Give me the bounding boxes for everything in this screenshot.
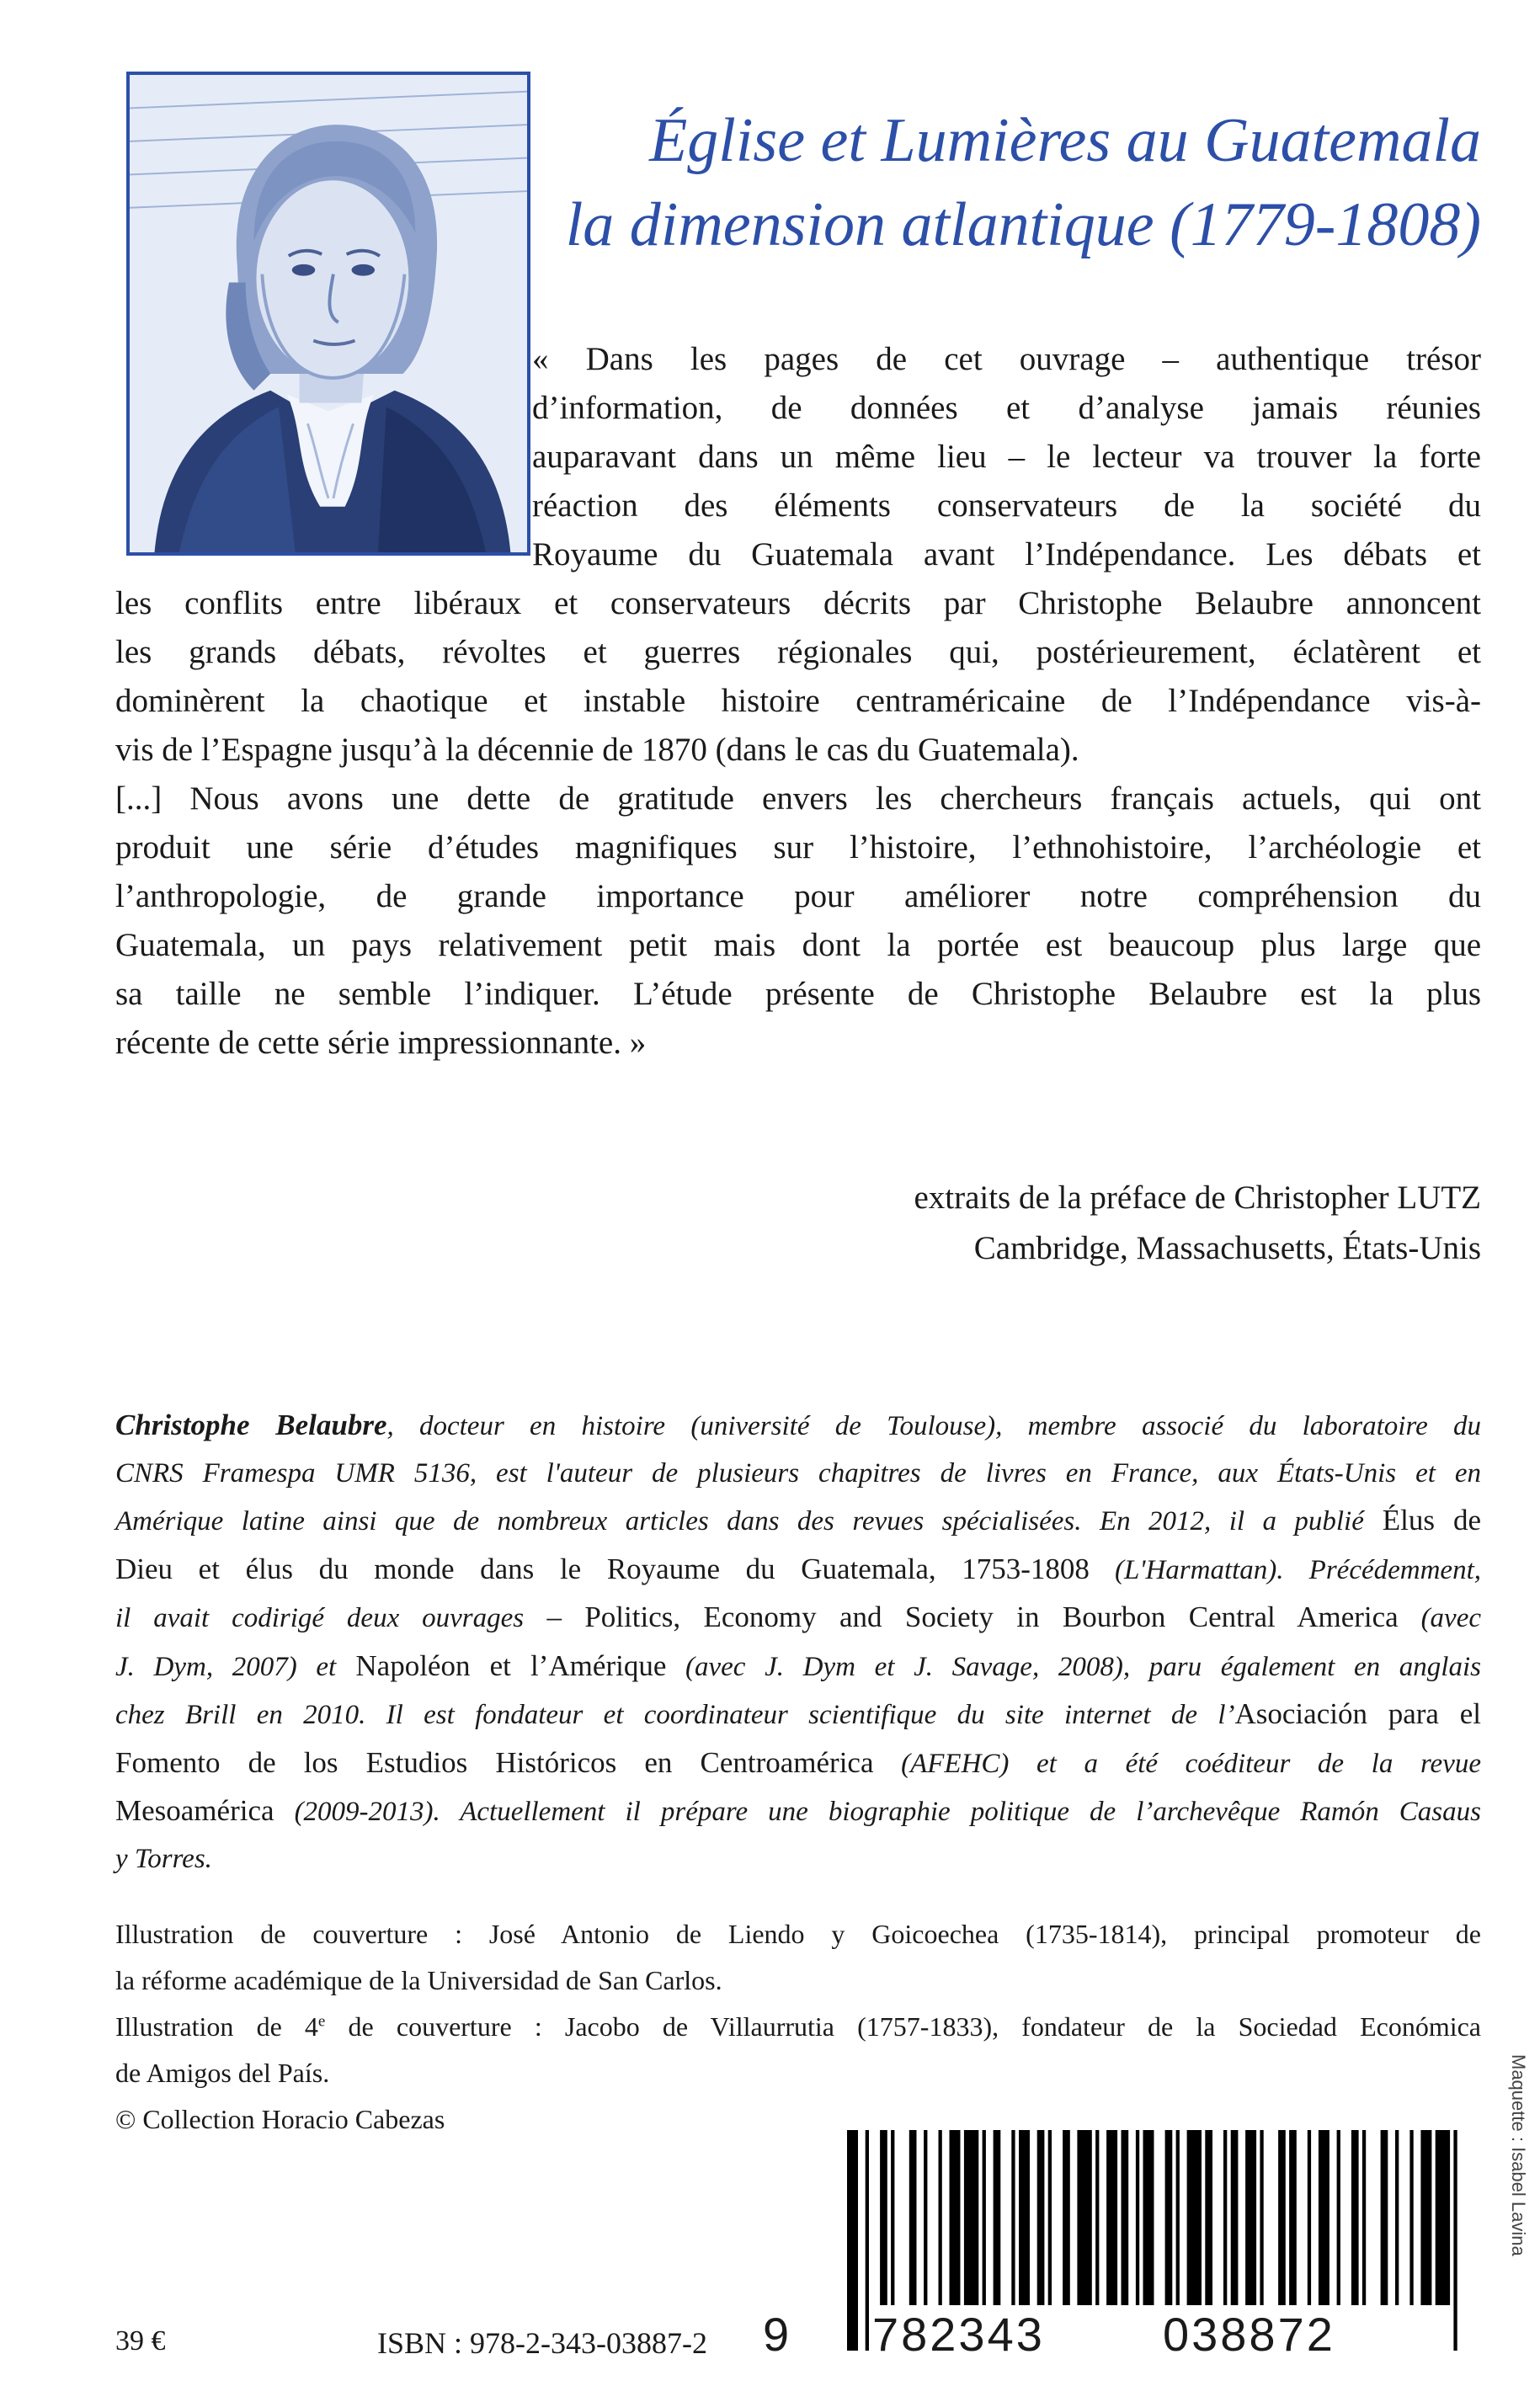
barcode-bar (1063, 2130, 1070, 2305)
barcode-bar (983, 2130, 986, 2305)
credit-line: Illustration de couverture : José Antonio de Liendo y Goicoechea (1735-1814), principal promoteur de (115, 1919, 1481, 1949)
barcode-bar (1122, 2130, 1129, 2305)
bio-text: (avec J. Dym et J. Savage, 2008), paru également en anglais (666, 1651, 1481, 1682)
barcode-bar (1351, 2130, 1359, 2305)
bio-book-title: Dieu et élus du monde dans le Royaume du Guatemala, 1753-1808 (115, 1552, 1090, 1585)
quote-line: vis de l’Espagne jusqu’à la décennie de 1870 (dans le cas du Guatemala). (115, 732, 1079, 768)
barcode-bar (1409, 2130, 1413, 2305)
bio-line (115, 1546, 1481, 1595)
quote-line: l’anthropologie, de grande importance pour améliorer notre compréhension du (115, 878, 1481, 914)
bio-text: , docteur en histoire (université de Toulouse), membre associé du laboratoire du (386, 1411, 1481, 1441)
barcode-bar (1436, 2130, 1450, 2305)
isbn: ISBN : 978-2-343-03887-2 (377, 2326, 707, 2360)
credit-text: Illustration de 4 (115, 2011, 318, 2042)
bio-line (115, 1787, 1481, 1836)
quote-line: sa taille ne semble l’indiquer. L’étude présente de Christophe Belaubre est la plus (115, 976, 1481, 1012)
barcode-bar (1308, 2130, 1311, 2305)
barcode-first-digit: 9 (763, 2308, 792, 2361)
barcode-bar (1011, 2130, 1015, 2305)
illustration-credits (115, 1911, 1481, 2143)
portrait-engraving (130, 75, 527, 552)
bio-line (115, 1497, 1481, 1546)
barcode-bar (1231, 2130, 1239, 2305)
bio-text: (avec (1398, 1603, 1481, 1633)
quote-line: [...] Nous avons une dette de gratitude envers les chercheurs français actuels, qui ont (115, 780, 1481, 817)
bio-line: CNRS Framespa UMR 5136, est l'auteur de plusieurs chapitres de livres en France, aux États-Unis et en (115, 1457, 1481, 1489)
bio-book-title: Élus de (1363, 1504, 1481, 1537)
quote-attribution: extraits de la préface de Christopher LUTZ (914, 1180, 1481, 1216)
barcode-bar (939, 2130, 942, 2305)
credit-line: la réforme académique de la Universidad de San Carlos. (115, 1965, 722, 1995)
barcode-bar (1453, 2130, 1457, 2351)
bio-text: il avait codirigé deux ouvrages (115, 1603, 525, 1633)
barcode-bar (1077, 2130, 1091, 2305)
quote-line: récente de cette série impressionnante. » (115, 1025, 647, 1061)
quote-line: Guatemala, un pays relativement petit mais dont la portée est beaucoup plus large que (115, 927, 1481, 963)
quote-line: Royaume du Guatemala avant l’Indépendance. Les débats et (532, 536, 1481, 573)
quote-attribution-place: Cambridge, Massachusetts, États-Unis (973, 1230, 1481, 1266)
credit-superscript: e (317, 2012, 326, 2031)
barcode-bar (1048, 2130, 1052, 2305)
bio-line (115, 1691, 1481, 1739)
layout-credit: Maquette : Isabel Lavina (1508, 2054, 1529, 2256)
quote-line: produit une série d’études magnifiques sur l’histoire, l’ethnohistoire, l’archéologie et (115, 829, 1481, 865)
barcode-group-left: 782343 (872, 2308, 1045, 2361)
barcode-bar (909, 2130, 917, 2305)
barcode-bar (1176, 2130, 1180, 2305)
barcode-bar (866, 2130, 869, 2351)
barcode-bar (1187, 2130, 1202, 2305)
barcode-bar (1019, 2130, 1030, 2305)
bio-line (115, 1739, 1481, 1788)
bio-text: chez Brill en 2010. Il est fondateur et coordinateur scientifique du site internet de l’ (115, 1700, 1235, 1730)
barcode-bar (1420, 2130, 1431, 2305)
preface-quote-top (532, 335, 1481, 579)
bio-book-title: Asociación para el (1234, 1697, 1482, 1730)
barcode-bar (880, 2130, 887, 2305)
bio-line: y Torres. (115, 1843, 212, 1874)
barcode (763, 2130, 1467, 2351)
barcode-bar (847, 2130, 858, 2351)
barcode-bar (1260, 2130, 1263, 2305)
quote-line: auparavant dans un même lieu – le lecteur va trouver la forte (532, 439, 1481, 475)
barcode-bar (1245, 2130, 1256, 2305)
quote-line: les conflits entre libéraux et conservateurs décrits par Christophe Belaubre annoncent (115, 585, 1481, 621)
quote-line: d’information, de données et d’analyse jamais réunies (532, 390, 1481, 426)
barcode-bar (1037, 2130, 1045, 2305)
barcode-bar (1223, 2130, 1227, 2305)
barcode-bars (763, 2130, 1467, 2351)
barcode-bar (891, 2130, 894, 2305)
barcode-bar (1362, 2130, 1366, 2305)
bio-book-title: – Politics, Economy and Society in Bourbon Central America (524, 1600, 1399, 1633)
barcode-bar (994, 2130, 1001, 2305)
barcode-group-right: 038872 (1163, 2308, 1335, 2361)
bio-text: (L'Harmattan). Précédemment, (1089, 1554, 1481, 1585)
barcode-bar (964, 2130, 978, 2305)
barcode-bar (1165, 2130, 1173, 2305)
barcode-bar (1205, 2130, 1212, 2305)
quote-line: les grands débats, révoltes et guerres régionales qui, postérieurement, éclatèrent et (115, 634, 1481, 670)
bio-line (115, 1402, 1481, 1451)
bio-line (115, 1594, 1481, 1643)
credit-text: de couverture : Jacobo de Villaurrutia (1757-1833), fondateur de la Sociedad Económica (325, 2011, 1481, 2042)
price: 39 € (115, 2325, 166, 2357)
quote-line: réaction des éléments conservateurs de la société du (532, 487, 1481, 524)
barcode-bar (1395, 2130, 1399, 2305)
barcode-bar (950, 2130, 961, 2305)
book-title: Église et Lumières au Guatemala (649, 106, 1481, 175)
author-bio (115, 1402, 1481, 1883)
barcode-bar (1319, 2130, 1330, 2305)
quote-line: dominèrent la chaotique et instable histoire centraméricaine de l’Indépendance vis-à- (115, 683, 1481, 719)
barcode-bar (1136, 2130, 1139, 2305)
bio-text: (2009-2013). Actuellement il prépare une biographie politique de l’archevêque Ramón Casaus (274, 1797, 1481, 1827)
barcode-bar (1337, 2130, 1340, 2305)
bio-line (115, 1643, 1481, 1691)
barcode-bar (1143, 2130, 1154, 2305)
credit-line (115, 2004, 1481, 2050)
preface-quote-body (115, 579, 1481, 1068)
bio-text: Amérique latine ainsi que de nombreux articles dans des revues spécialisées. En 2012, il a publié (115, 1506, 1364, 1537)
credit-line: © Collection Horacio Cabezas (115, 2104, 445, 2134)
barcode-bar (1289, 2130, 1297, 2305)
barcode-bar (1106, 2130, 1117, 2305)
credit-line: de Amigos del País. (115, 2058, 330, 2088)
book-subtitle: la dimension atlantique (1779-1808) (565, 190, 1481, 259)
barcode-bar (924, 2130, 927, 2305)
barcode-bar (1278, 2130, 1286, 2305)
barcode-bar (1095, 2130, 1099, 2305)
bio-text: J. Dym, 2007) et (115, 1651, 337, 1682)
bio-book-title: Napoléon et l’Amérique (336, 1648, 667, 1682)
barcode-bar (1381, 2130, 1388, 2305)
quote-line: « Dans les pages de cet ouvrage – authentique trésor (532, 341, 1481, 377)
bio-book-title: Mesoamérica (115, 1794, 274, 1827)
bio-text: (AFEHC) et a été coéditeur de la revue (873, 1748, 1482, 1779)
author-name: Christophe Belaubre (115, 1409, 387, 1441)
cover-portrait-image (126, 72, 530, 556)
bio-book-title: Fomento de los Estudios Históricos en Centroamérica (115, 1745, 874, 1779)
